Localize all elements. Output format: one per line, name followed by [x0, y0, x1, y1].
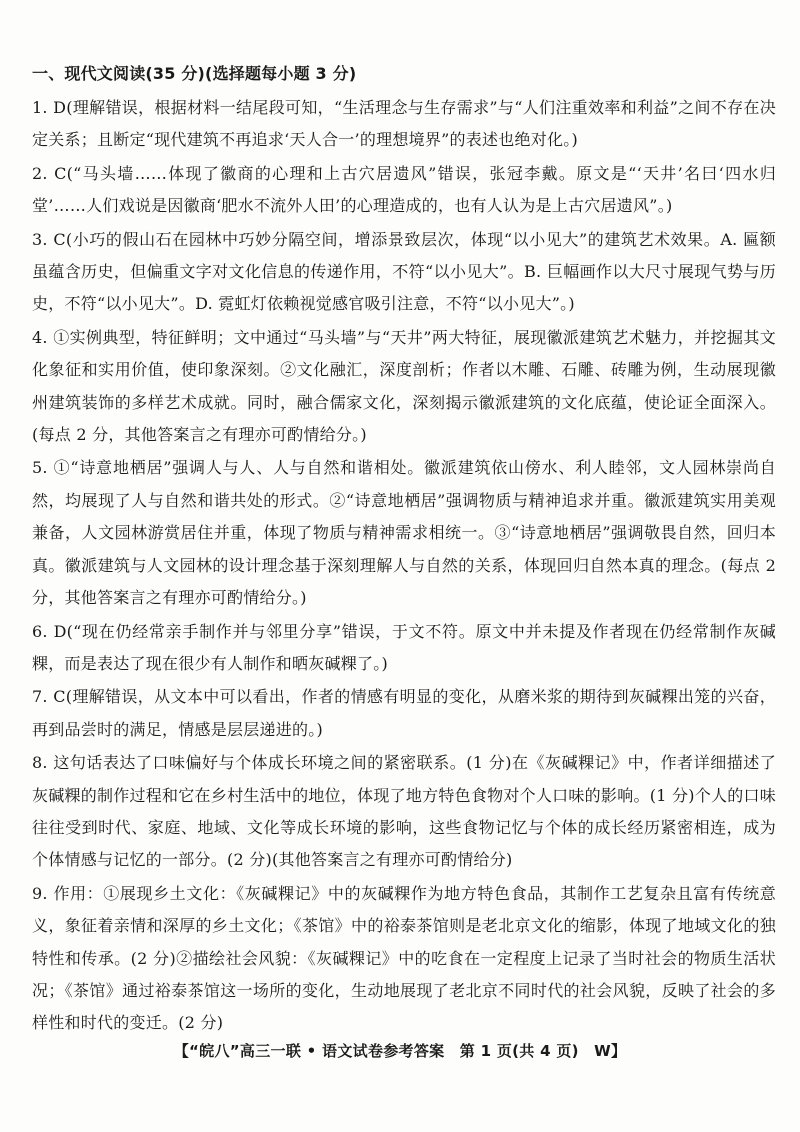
answer-item-9: 9. 作用：①展现乡土文化：《灰碱粿记》中的灰碱粿作为地方特色食品，其制作工艺复杂且富有传统意义，象征着亲情和深厚的乡土文化；《茶馆》中的裕泰茶馆则是老北京文化的缩影，体现了地域文化的独特性和传承。(2 分)②描绘社会风貌：《灰碱粿记》中的吃食在一定程度上记录了当时社会的物质生活状况；《茶馆》通过裕泰茶馆这一场所的变化，生动地展现了老北京不同时代的社会风貌，反映了社会的多样性和时代的变迁。(2 分): [32, 883, 776, 1033]
answer-key-content: [32, 62, 776, 1041]
answer-item-6: 6. D(“现在仍经常亲手制作并与邻里分享”错误，于文不符。原文中并未提及作者现在仍经常制作灰碱粿，而是表达了现在很少有人制作和晒灰碱粿了。): [32, 621, 776, 673]
page-footer: 【“皖八”高三一联 • 语文试卷参考答案 第 1 页(共 4 页) W】: [173, 1042, 627, 1060]
answer-item-1: 1. D(理解错误，根据材料一结尾段可知，“生活理念与生存需求”与“人们注重效率和利益”之间不存在决定关系；且断定“现代建筑不再追求‘天人合一’的理想境界”的表述也绝对化。): [32, 98, 776, 150]
answer-item-5: 5. ①“诗意地栖居”强调人与人、人与自然和谐相处。徽派建筑依山傍水、利人睦邻，文人园林崇尚自然，均展现了人与自然和谐共处的形式。②“诗意地栖居”强调物质与精神追求并重。徽派建筑实用美观兼备，人文园林游赏居住并重，体现了物质与精神需求相统一。③“诗意地栖居”强调敬畏自然，回归本真。徽派建筑与人文园林的设计理念基于深刻理解人与自然的关系，体现回归自然本真的理念。(每点 2 分，其他答案言之有理亦可酌情给分。): [32, 458, 776, 608]
answer-item-4: 4. ①实例典型，特征鲜明；文中通过“马头墙”与“天井”两大特征，展现徽派建筑艺术魅力，并挖掘其文化象征和实用价值，使印象深刻。②文化融汇，深度剖析；作者以木雕、石雕、砖雕为例，生动展现徽州建筑装饰的多样艺术成就。同时，融合儒家文化，深刻揭示徽派建筑的文化底蕴，使论证全面深入。(每点 2 分，其他答案言之有理亦可酌情给分。): [32, 327, 776, 445]
answer-item-3: 3. C(小巧的假山石在园林中巧妙分隔空间，增添景致层次，体现“以小见大”的建筑艺术效果。A. 匾额虽蕴含历史，但偏重文字对文化信息的传递作用，不符“以小见大”。B. 巨幅画作以大尺寸展现气势与历史，不符“以小见大”。D. 霓虹灯依赖视觉感官吸引注意，不符“以小见大”。): [32, 229, 776, 314]
section-title: 一、现代文阅读(35 分)(选择题每小题 3 分): [32, 64, 357, 83]
answer-item-7: 7. C(理解错误，从文本中可以看出，作者的情感有明显的变化，从磨米浆的期待到灰碱粿出笼的兴奋，再到品尝时的满足，情感是层层递进的。): [32, 687, 776, 739]
answer-item-2: 2. C(“马头墙……体现了徽商的心理和上古穴居遗风”错误，张冠李戴。原文是“‘天井’名曰‘四水归堂’……人们戏说是因徽商‘肥水不流外人田’的心理造成的，也有人认为是上古穴居遗风”。): [32, 163, 776, 216]
answer-item-8: 8. 这句话表达了口味偏好与个体成长环境之间的紧密联系。(1 分)在《灰碱粿记》中，作者详细描述了灰碱粿的制作过程和它在乡村生活中的地位，体现了地方特色食物对个人口味的影响。(1 分)个人的口味往往受到时代、家庭、地域、文化等成长环境的影响，这些食物记忆与个体的成长经历紧密相连，成为个体情感与记忆的一部分。(2 分)(其他答案言之有理亦可酌情给分): [32, 753, 776, 870]
